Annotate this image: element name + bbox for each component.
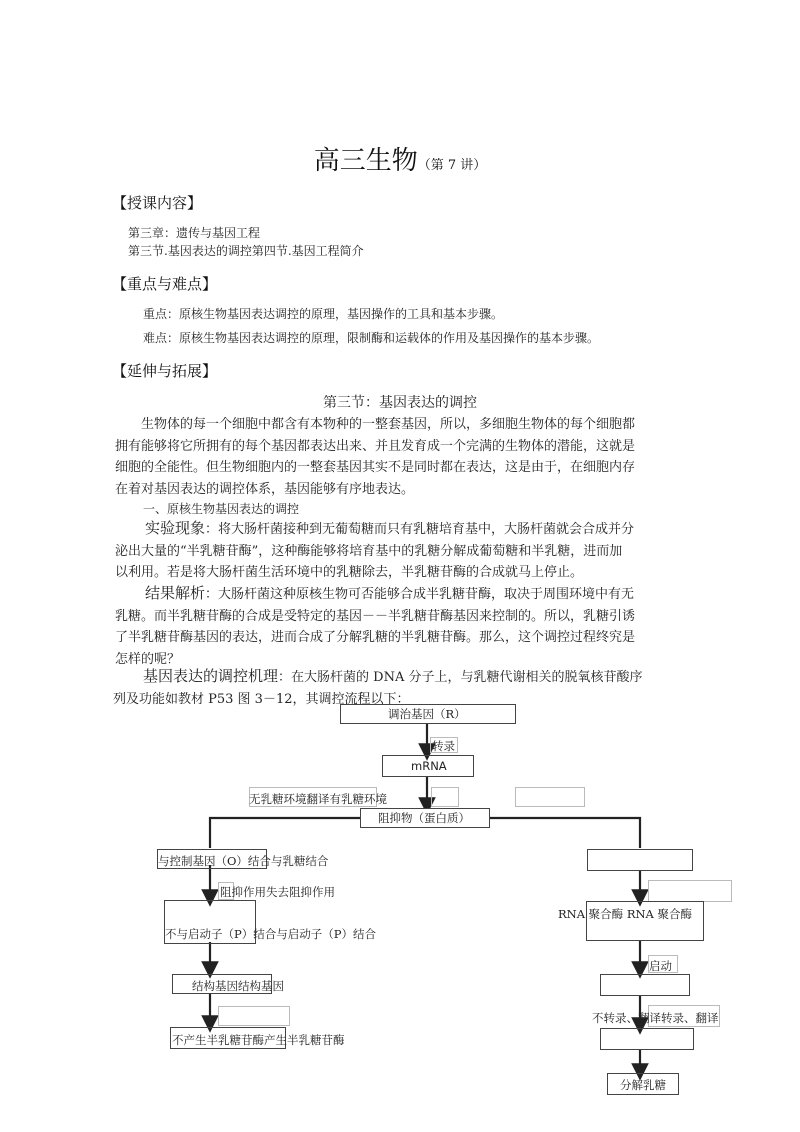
difficult-point-text: 难点：原核生物基因表达调控的原理，限制酶和运载体的作用及基因操作的基本步骤。 [143, 331, 600, 345]
result-label: 结果解析 [145, 584, 206, 602]
mechanism-text: ：在大肠杆菌的 DNA 分子上，与乳糖代谢相关的脱氧核苷酸序列及功能如教材 P53 图 3－12，其调控流程以下： [113, 670, 643, 707]
subheading-prokaryote: 一、原核生物基因表达的调控 [143, 502, 300, 516]
heading-key-points: 【重点与难点】 [112, 275, 218, 293]
label-mrna: mRNA [411, 759, 447, 773]
label-promoter: 不与启动子（P）结合与启动子（P）结合 [165, 927, 376, 941]
label-rnap: RNA 聚合酶 RNA 聚合酶 [558, 907, 693, 921]
heading-teaching-content: 【授课内容】 [112, 194, 203, 212]
experiment-label: 实验现象 [145, 519, 206, 537]
key-point-text: 重点：原核生物基因表达调控的原理，基因操作的工具和基本步骤。 [143, 307, 504, 321]
teaching-line-2: 第三节.基因表达的调控第四节.基因工程简介 [128, 244, 364, 258]
label-start: 启动 [649, 959, 672, 973]
section-title: 第三节：基因表达的调控 [323, 395, 477, 411]
title-sub: （第 7 讲） [417, 158, 487, 173]
label-regulator: 调治基因（R） [388, 707, 466, 721]
box-env-mid [431, 787, 459, 807]
box-right-faint [648, 880, 732, 902]
label-repressor: 阻抑物（蛋白质） [378, 811, 470, 825]
teaching-line-1: 第三章：遗传与基因工程 [128, 226, 261, 240]
label-env: 无乳糖环境翻译有乳糖环境 [249, 792, 387, 806]
box-structural-faint [218, 1006, 290, 1026]
result-text: ：大肠杆菌这种原核生物可否能够合成半乳糖苷酶，取决于周围环境中有无乳糖。而半乳糖苷酶的合成是受特定的基因－－半乳糖苷酶基因来控制的。所以，乳糖引诱了半乳糖苷酶基因的表达，进而合成了分解乳糖的半乳糖苷酶。那么，这个调控过程终究是怎样的呢？ [115, 587, 636, 667]
label-repress: 阻抑作用失去阻抑作用 [220, 885, 335, 899]
paragraph-totipotency: 生物体的每一个细胞中都含有本物种的一整套基因，所以，多细胞生物体的每个细胞都拥有能够将它所拥有的每个基因都表达出来、并且发育成一个完满的生物体的潜能，这就是细胞的全能性。但生物细胞内的一整套基因其实不是同时都在表达，这是由于，在细胞内存在着对基因表达的调控体系，基因能够有序地表达。 [115, 417, 636, 497]
box-env-right [515, 787, 585, 807]
label-product: 不产生半乳糖苷酶产生半乳糖苷酶 [172, 1033, 345, 1047]
label-tt: 不转录、翻译转录、翻译 [592, 1011, 719, 1025]
box-right-top [587, 849, 693, 871]
box-right-lower [600, 1028, 694, 1050]
label-structural: 结构基因结构基因 [192, 979, 284, 993]
title-main: 高三生物 [313, 146, 418, 176]
box-right-mid [600, 974, 690, 996]
heading-extension: 【延伸与拓展】 [112, 362, 218, 380]
label-transcribe: 转录 [432, 739, 455, 753]
mechanism-label: 基因表达的调控机理 [143, 667, 279, 685]
label-decompose: 分解乳糖 [620, 1078, 666, 1092]
label-bind: 与控制基因（O）结合与乳糖结合 [158, 854, 329, 868]
experiment-text: ：将大肠杆菌接种到无葡萄糖而只有乳糖培育基中，大肠杆菌就会合成并分泌出大量的“半乳糖苷酶”，这种酶能够将培育基中的乳糖分解成葡萄糖和半乳糖，进而加以利用。若是将大肠杆菌生活环境中的乳糖除去，半乳糖苷酶的合成就马上停止。 [115, 522, 635, 580]
